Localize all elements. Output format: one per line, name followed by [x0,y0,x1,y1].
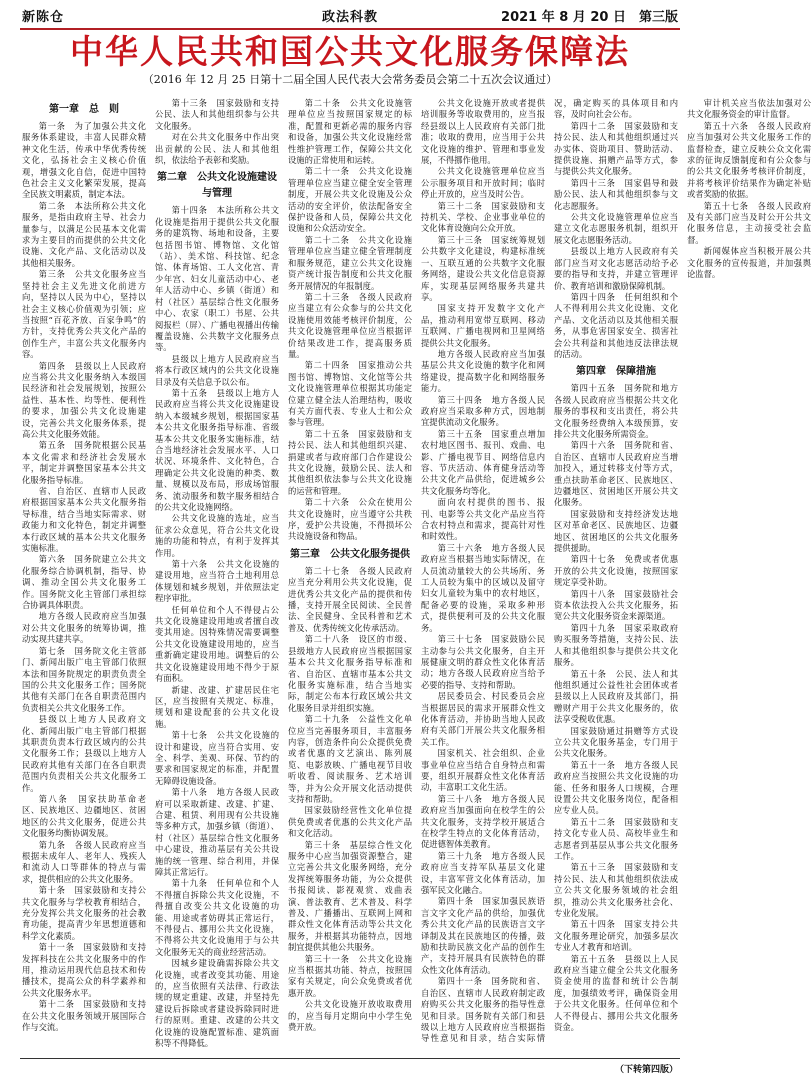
article-paragraph: 第五条 国务院根据公民基本文化需求和经济社会发展水平，制定并调整国家基本公共文化服务指导标准。 [22,440,146,485]
article-paragraph: 审计机关应当依法加强对公共文化服务资金的审计监督。 [687,98,811,120]
law-subtitle: （2016 年 12 月 25 日第十二届全国人民代表大会常务委员会第二十五次会议通过） [142,73,558,86]
article-paragraph: 第四十一条 国务院和省、自治区、直辖市人民政府制定政府购买公共文化服务的指导性意见和目录。国务院有关部门和县级以上地方人民政府应当根据指导性意见和目录，结合实际情况，确定购买的具体项目和内容，及时向社会公布。 [421,98,678,1044]
article-paragraph: 第四条 县级以上人民政府应当将公共文化服务纳入本级国民经济和社会发展规划，按照公益性、基本性、均等性、便利性的要求，加强公共文化设施建设，完善公共文化服务体系，提高公共文化服务效能。 [22,360,146,439]
article-paragraph: 第八条 国家扶助革命老区、民族地区、边疆地区、贫困地区的公共文化服务，促进公共文化服务均衡协调发展。 [22,793,146,839]
article-paragraph: 第十四条 本法所称公共文化设施是指用于提供公共文化服务的建筑物、场地和设备，主要包括图书馆、博物馆、文化馆（站）、美术馆、科技馆、纪念馆、体育场馆、工人文化宫、青少年宫、妇女儿童活动中心、老年人活动中心、乡镇（街道）和村（社区）基层综合性文化服务中心、农家（职工）书屋、公共阅报栏（屏）、广播电视播出传输覆盖设施、公共数字文化服务点等。 [155,205,279,353]
article-paragraph: 第十三条 国家鼓励和支持公民、法人和其他组织参与公共文化服务。 [155,98,279,131]
article-paragraph: 第七条 国务院文化主管部门、新闻出版广电主管部门依照本法和国务院规定的职责负责全国的公共文化服务工作；国务院其他有关部门在各自职责范围内负责相关公共文化服务工作。 [22,645,146,713]
article-paragraph: 第十条 国家鼓励和支持公共文化服务与学校教育相结合，充分发挥公共文化服务的社会教育功能，提高青少年思想道德和科学文化素质。 [22,885,146,941]
article-paragraph: 第一条 为了加强公共文化服务体系建设，丰富人民群众精神文化生活，传承中华优秀传统文化，弘扬社会主义核心价值观，增强文化自信，促进中国特色社会主义文化繁荣发展，提高全民族文明素质，制定本法。 [22,121,146,200]
page-column-name: 政法科教 [321,10,378,25]
article-paragraph: 第二十条 公共文化设施管理单位应当按照国家规定的标准，配置和更新必需的服务内容和设备，加强公共文化设施经常性维护管理工作，保障公共文化设施的正常使用和运转。 [288,98,412,166]
article-paragraph: 第三十一条 公共文化设施应当根据其功能、特点，按照国家有关规定，向公众免费或者优惠开放。 [288,953,412,998]
article-paragraph: 第十八条 地方各级人民政府可以采取新建、改建、扩建、合建、租赁、利用现有公共设施等多种方式，加强乡镇（街道）、村（社区）基层综合性文化服务中心建设，推动基层有关公共设施的统一管理、综合利用，并保障其正常运行。 [155,787,279,877]
article-paragraph: 地方各级人民政府应当加强对公共文化服务的统筹协调，推动实现共建共享。 [22,611,146,645]
article-paragraph: 因城乡建设确需拆除公共文化设施，或者改变其功能、用途的，应当依照有关法律、行政法规的规定重建、改建，并坚持先建设后拆除或者建设拆除同时进行的原则。重建、改建的公共文化设施的设施配置标准、建筑面积等不得降低。 [155,958,279,1049]
article-paragraph: 新建、改建、扩建居民住宅区，应当按照有关规定、标准，规划和建设配套的公共文化设施。 [155,684,279,729]
article-paragraph: 第四十三条 国家倡导和鼓励公民、法人和其他组织参与文化志愿服务。 [554,177,678,211]
article-paragraph: 第二十四条 国家推动公共图书馆、博物馆、文化馆等公共文化设施管理单位根据其功能定位建立健全法人治理结构，吸收有关方面代表、专业人士和公众参与管理。 [288,360,412,428]
article-paragraph: 第五十七条 各级人民政府及有关部门应当及时公开公共文化服务信息，主动接受社会监督。 [687,200,811,245]
article-paragraph: 地方各级人民政府应当加强基层公共文化设施的数字化和网络建设，提高数字化和网络服务能力。 [421,348,545,394]
article-paragraph: 县级以上地方人民政府应当将本行政区域内的公共文化设施目录及有关信息予以公布。 [155,353,279,387]
law-title: 中华人民共和国公共文化服务保障法 [70,32,630,71]
article-paragraph: 第五十五条 县级以上人民政府应当建立健全公共文化服务资金使用的监督和统计公告制度，加强绩效考评，确保资金用于公共文化服务。任何单位和个人不得侵占、挪用公共文化服务资金。 [554,953,678,1033]
article-paragraph: 第四十七条 免费或者优惠开放的公共文化设施，按照国家规定享受补助。 [554,554,678,588]
article-paragraph: 第四十九条 国家采取政府购买服务等措施，支持公民、法人和其他组织参与提供公共文化服务。 [554,622,678,668]
article-paragraph: 任何单位和个人不得侵占公共文化设施建设用地或者擅自改变其用途。因特殊情况需要调整公共文化设施建设用地的，应当重新确定建设用地。调整后的公共文化设施建设用地不得少于原有面积。 [155,604,279,684]
article-paragraph: 第二十八条 设区的市级、县级地方人民政府应当根据国家基本公共文化服务指导标准和省、自治区、直辖市基本公共文化服务实施标准，结合当地实际，制定公布本行政区域公共文化服务目录并组织实施。 [288,634,412,713]
chapter-heading: 第三章 公共文化服务提供 [290,548,410,560]
article-paragraph: 第三十八条 地方各级人民政府应当加强面向在校学生的公共文化服务，支持学校开展适合在校学生特点的文化体育活动，促进德智体美教育。 [421,793,545,850]
issue-date-page: 2021 年 8 月 20 日 第三版 [501,10,678,25]
article-paragraph: 第三十七条 国家鼓励公民主动参与公共文化服务，自主开展健康文明的群众性文化体育活动；地方各级人民政府应当给予必要的指导、支持和帮助。 [421,634,545,690]
article-paragraph: 第三十条 基层综合性文化服务中心应当加强资源整合，建立完善公共文化服务网络，充分发挥统筹服务功能，为公众提供书报阅读、影视观赏、戏曲表演、普法教育、艺术普及、科学普及、广播播出、互联网上网和群众性文化体育活动等公共文化服务，并根据其功能特点，因地制宜提供其他公共服务。 [288,839,412,953]
article-paragraph: 县级以上地方人民政府文化、新闻出版广电主管部门根据其职责负责本行政区域内的公共文化服务工作；县级以上地方人民政府其他有关部门在各自职责范围内负责相关公共文化服务工作。 [22,714,146,793]
article-paragraph: 第六条 国务院建立公共文化服务综合协调机制，指导、协调、推动全国公共文化服务工作。国务院文化主管部门承担综合协调具体职责。 [22,554,146,611]
article-paragraph: 第二十三条 各级人民政府应当建立有公众参与的公共文化设施使用效能考核评价制度，公共文化设施管理单位应当根据评价结果改进工作，提高服务质量。 [288,291,412,359]
continued-note: （下转第四版） [614,1065,678,1075]
article-paragraph: 第二十二条 公共文化设施管理单位应当建立健全管理制度和服务规范，建立公共文化设施资产统计报告制度和公共文化服务开展情况的年报制度。 [288,234,412,291]
article-paragraph: 第三条 公共文化服务应当坚持社会主义先进文化前进方向，坚持以人民为中心，坚持以社会主义核心价值观为引领；应当按照“百花齐放、百家争鸣”的方针，支持优秀公共文化产品的创作生产，丰富公共文化服务内容。 [22,269,146,360]
article-paragraph: 第四十四条 任何组织和个人不得利用公共文化设施、文化产品、文化活动以及其他相关服务，从事危害国家安全、损害社会公共利益和其他违反法律法规的活动。 [554,291,678,359]
article-paragraph: 对在公共文化服务中作出突出贡献的公民、法人和其他组织，依法给予表彰和奖励。 [155,132,279,166]
article-paragraph: 第二十五条 国家鼓励和支持公民、法人和其他组织兴建、捐建或者与政府部门合作建设公共文化设施，鼓励公民、法人和其他组织依法参与公共文化设施的运营和管理。 [288,428,412,496]
article-paragraph: 公共文化设施开放收取费用的，应当每月定期向中小学生免费开放。 [288,999,412,1033]
article-body [22,98,811,1056]
page-header [0,0,700,30]
article-paragraph: 第十二条 国家鼓励和支持在公共文化服务领域开展国际合作与交流。 [22,999,146,1033]
article-paragraph: 第四十二条 国家鼓励和支持公民、法人和其他组织通过兴办实体、资助项目、赞助活动、提供设施、捐赠产品等方式，参与提供公共文化服务。 [554,120,678,177]
article-paragraph: 第三十九条 地方各级人民政府应当支持军队基层文化建设，丰富军营文化体育活动，加强军民文化融合。 [421,850,545,896]
article-paragraph: 第三十五条 国家重点增加农村地区图书、报刊、戏曲、电影、广播电视节目、网络信息内容、节庆活动、体育健身活动等公共文化产品供给，促进城乡公共文化服务均等化。 [421,428,545,496]
article-paragraph: 第四十条 国家加强民族语言文字文化产品的供给，加强优秀公共文化产品的民族语言文字译制及其在民族地区的传播，鼓励和扶助民族文化产品的创作生产，支持开展具有民族特色的群众性文化体育活动。 [421,896,545,975]
header-rule [20,28,680,30]
article-paragraph: 第五十四条 国家支持公共文化服务理论研究，加强多层次专业人才教育和培训。 [554,919,678,953]
article-paragraph: 国家鼓励经营性文化单位提供免费或者优惠的公共文化产品和文化活动。 [288,805,412,839]
article-paragraph: 第五十条 公民、法人和其他组织通过公益性社会团体或者县级以上人民政府及其部门，捐赠财产用于公共文化服务的，依法享受税收优惠。 [554,668,678,725]
article-paragraph: 第四十八条 国家鼓励社会资本依法投入公共文化服务，拓宽公共文化服务资金来源渠道。 [554,588,678,622]
article-paragraph: 第三十三条 国家统筹规划公共数字文化建设，构建标准统一、互联互通的公共数字文化服务网络，建设公共文化信息资源库，实现基层网络服务共建共享。 [421,234,545,302]
article-paragraph: 居民委员会、村民委员会应当根据居民的需求开展群众性文化体育活动，并协助当地人民政府有关部门开展公共文化服务相关工作。 [421,691,545,747]
article-paragraph: 省、自治区、直辖市人民政府根据国家基本公共文化服务指导标准，结合当地实际需求、财政能力和文化特色，制定并调整本行政区域的基本公共文化服务实施标准。 [22,486,146,554]
article-paragraph: 第十七条 公共文化设施的设计和建设，应当符合实用、安全、科学、美观、环保、节约的要求和国家规定的标准，并配置无障碍设施设备。 [155,730,279,786]
article-paragraph: 公共文化设施管理单位应当建立文化志愿服务机制，组织开展文化志愿服务活动。 [554,212,678,245]
article-paragraph: 第三十四条 地方各级人民政府应当采取多种方式，因地制宜提供流动文化服务。 [421,394,545,428]
section-name: 新陈仓 [22,10,65,25]
footer-rule [20,1058,680,1059]
article-paragraph: 第二十七条 各级人民政府应当充分利用公共文化设施，促进优秀公共文化产品的提供和传播，支持开展全民阅读、全民普法、全民健身、全民科普和艺术普及、优秀传统文化传承活动。 [288,565,412,633]
article-paragraph: 第二十一条 公共文化设施管理单位应当建立健全安全管理制度，开展公共文化设施及公众活动的安全评价，依法配备安全保护设备和人员，保障公共文化设施和公众活动安全。 [288,166,412,234]
article-paragraph: 第十九条 任何单位和个人不得擅自拆除公共文化设施，不得擅自改变公共文化设施的功能、用途或者妨碍其正常运行，不得侵占、挪用公共文化设施，不得将公共文化设施用于与公共文化服务无关的商业经营活动。 [155,878,279,957]
article-paragraph: 第二十六条 公众在使用公共文化设施时，应当遵守公共秩序，爱护公共设施，不得损坏公共设施设备和物品。 [288,497,412,542]
article-paragraph: 公共文化设施管理单位应当公示服务项目和开放时间；临时停止开放的，应当及时公告。 [421,166,545,200]
article-paragraph: 国家机关、社会组织、企业事业单位应当结合自身特点和需要，组织开展群众性文化体育活动，丰富职工文化生活。 [421,748,545,793]
article-paragraph: 第二条 本法所称公共文化服务，是指由政府主导、社会力量参与，以满足公民基本文化需求为主要目的而提供的公共文化设施、文化产品、文化活动以及其他相关服务。 [22,200,146,268]
chapter-heading: 第一章 总 则 [49,104,119,115]
article-paragraph: 第二十九条 公益性文化单位应当完善服务项目，丰富服务内容，创造条件向公众提供免费或者优惠的文艺演出、陈列展览、电影放映、广播电视节目收听收看、阅读服务、艺术培训等，并为公众开展文化活动提供支持和帮助。 [288,714,412,804]
article-paragraph: 第十六条 公共文化设施的建设用地，应当符合土地利用总体规划和城乡规划，并依照法定程序审批。 [155,559,279,604]
article-paragraph: 第三十六条 地方各级人民政府应当根据当地实际情况，在人员流动量较大的公共场所、务工人员较为集中的区域以及留守妇女儿童较为集中的农村地区，配备必要的设施，采取多种形式，提供便利可及的公共文化服务。 [421,542,545,633]
article-paragraph: 第三十二条 国家鼓励和支持机关、学校、企业事业单位的文化体育设施向公众开放。 [421,200,545,234]
article-paragraph: 第十五条 县级以上地方人民政府应当将公共文化设施建设纳入本级城乡规划，根据国家基本公共文化服务指导标准、省级基本公共文化服务实施标准，结合当地经济社会发展水平、人口状况、环境条件、文化特色，合理确定公共文化设施的种类、数量、规模以及布局，形成场馆服务、流动服务和数字服务相结合的公共文化设施网络。 [155,387,279,512]
article-paragraph: 公共文化设施的选址，应当征求公众意见，符合公共文化设施的功能和特点，有利于发挥其作用。 [155,513,279,558]
article-paragraph: 国家鼓励和支持经济发达地区对革命老区、民族地区、边疆地区、贫困地区的公共文化服务提供援助。 [554,508,678,554]
article-paragraph: 第五十三条 国家鼓励和支持公民、法人和其他组织依法成立公共文化服务领域的社会组织，推动公共文化服务社会化、专业化发展。 [554,862,678,919]
article-paragraph: 第十一条 国家鼓励和支持发挥科技在公共文化服务中的作用，推动运用现代信息技术和传播技术，提高公众的科学素养和公共文化服务水平。 [22,942,146,998]
article-paragraph: 国家支持开发数字文化产品，推动利用宽带互联网、移动互联网、广播电视网和卫星网络提供公共文化服务。 [421,303,545,348]
article-paragraph: 公共文化设施开放或者提供培训服务等收取费用的，应当报经县级以上人民政府有关部门批准；收取的费用，应当用于公共文化设施的维护、管理和事业发展，不得挪作他用。 [421,98,545,166]
article-paragraph: 县级以上地方人民政府有关部门应当对文化志愿活动给予必要的指导和支持，并建立管理评价、教育培训和激励保障机制。 [554,246,678,291]
article-paragraph: 第五十六条 各级人民政府应当加强对公共文化服务工作的监督检查，建立反映公众文化需求的征询反馈制度和有公众参与的公共文化服务考核评价制度，并将考核评价结果作为确定补贴或者奖励的依据。 [687,120,811,200]
article-paragraph: 第四十六条 国务院和省、自治区、直辖市人民政府应当增加投入，通过转移支付等方式，重点扶助革命老区、民族地区、边疆地区、贫困地区开展公共文化服务。 [554,440,678,508]
chapter-heading: 第四章 保障措施 [576,366,656,378]
article-paragraph: 新闻媒体应当积极开展公共文化服务的宣传报道，并加强舆论监督。 [687,246,811,280]
article-paragraph: 第五十一条 地方各级人民政府应当按照公共文化设施的功能、任务和服务人口规模，合理设置公共文化服务岗位，配备相应专业人员。 [554,759,678,816]
chapter-heading: 第二章 公共文化设施建设与管理 [157,172,277,200]
article-paragraph: 面向农村提供的图书、报刊、电影等公共文化产品应当符合农村特点和需求，提高针对性和时效性。 [421,497,545,542]
article-paragraph: 第九条 各级人民政府应当根据未成年人、老年人、残疾人和流动人口等群体的特点与需求，提供相应的公共文化服务。 [22,839,146,884]
article-paragraph: 第五十二条 国家鼓励和支持文化专业人员、高校毕业生和志愿者到基层从事公共文化服务工作。 [554,816,678,861]
article-paragraph: 国家鼓励通过捐赠等方式设立公共文化服务基金，专门用于公共文化服务。 [554,725,678,759]
article-paragraph: 第四十五条 国务院和地方各级人民政府应当根据公共文化服务的事权和支出责任，将公共文化服务经费纳入本级预算，安排公共文化服务所需资金。 [554,383,678,439]
